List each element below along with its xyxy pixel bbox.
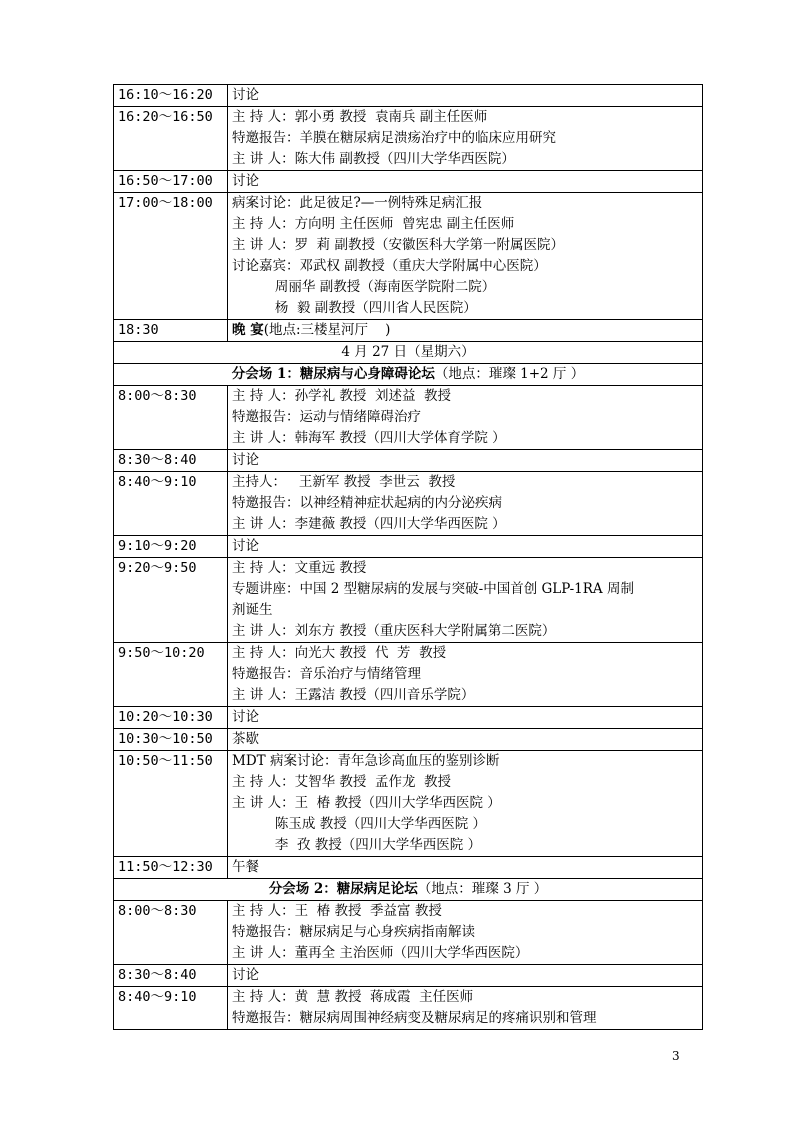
time-cell: 9:50～10:20	[114, 643, 228, 707]
content-line: 主 讲 人：王 椿 教授（四川大学华西医院 ）	[232, 795, 501, 811]
banquet-location: (地点:三楼星河厅 )	[263, 322, 391, 338]
schedule-row	[114, 901, 703, 965]
schedule-row	[114, 857, 703, 879]
schedule-row	[114, 320, 703, 342]
content-cell	[228, 193, 703, 320]
banquet-label: 晚 宴	[232, 322, 264, 338]
content-line: 主 持 人：方向明 主任医师 曾宪忠 副主任医师	[232, 216, 515, 232]
content-line: 主 讲 人：刘东方 教授（重庆医科大学附属第二医院）	[232, 623, 556, 639]
time-cell: 10:50～11:50	[114, 751, 228, 857]
content-line: 主 讲 人：罗 莉 副教授（安徽医科大学第一附属医院）	[232, 237, 564, 253]
content-line: 主 讲 人：韩海军 教授（四川大学体育学院 ）	[232, 430, 506, 446]
session-header-row	[114, 879, 703, 901]
schedule-row	[114, 643, 703, 707]
content-line: 特邀报告：羊膜在糖尿病足溃疡治疗中的临床应用研究	[232, 130, 556, 146]
content-cell	[228, 107, 703, 171]
content-line: 主 讲 人：李建薇 教授（四川大学华西医院 ）	[232, 516, 506, 532]
schedule-row	[114, 171, 703, 193]
time-cell: 16:10～16:20	[114, 85, 228, 107]
date-header-row	[114, 342, 703, 364]
content-line: 专题讲座：中国 2 型糖尿病的发展与突破-中国首创 GLP-1RA 周制	[232, 581, 634, 597]
content-line: 讨论	[232, 709, 259, 725]
time-cell: 16:50～17:00	[114, 171, 228, 193]
content-line: 主 持 人：艾智华 教授 孟作龙 教授	[232, 774, 452, 790]
content-line: 周丽华 副教授（海南医学院附二院）	[232, 279, 496, 295]
content-line: 杨 毅 副教授（四川省人民医院）	[232, 300, 477, 316]
content-cell	[228, 987, 703, 1030]
schedule-row	[114, 558, 703, 643]
content-line: 讨论	[232, 538, 259, 554]
time-cell: 9:10～9:20	[114, 536, 228, 558]
content-cell	[228, 450, 703, 472]
content-line: 病案讨论：此足彼足?—一例特殊足病汇报	[232, 195, 483, 211]
content-line: 午餐	[232, 859, 259, 875]
time-cell: 9:20～9:50	[114, 558, 228, 643]
time-cell: 16:20～16:50	[114, 107, 228, 171]
schedule-row	[114, 450, 703, 472]
content-line: 特邀报告：运动与情绪障碍治疗	[232, 409, 421, 425]
content-cell	[228, 171, 703, 193]
content-cell	[228, 320, 703, 342]
content-cell	[228, 558, 703, 643]
content-cell	[228, 643, 703, 707]
content-cell	[228, 729, 703, 751]
time-cell: 8:00～8:30	[114, 386, 228, 450]
content-line: 主 持 人：向光大 教授 代 芳 教授	[232, 645, 447, 661]
schedule-row	[114, 751, 703, 857]
content-line: 讨论	[232, 173, 259, 189]
date-header: 4 月 27 日（星期六）	[114, 342, 703, 364]
content-line: 讨论	[232, 967, 259, 983]
content-cell	[228, 386, 703, 450]
content-line: 主 持 人：郭小勇 教授 袁南兵 副主任医师	[232, 109, 488, 125]
content-cell	[228, 751, 703, 857]
content-line: 主持人： 王新军 教授 李世云 教授	[232, 474, 456, 490]
content-line: 主 讲 人：董再全 主治医师（四川大学华西医院）	[232, 945, 529, 961]
schedule-row	[114, 472, 703, 536]
time-cell: 8:30～8:40	[114, 965, 228, 987]
content-line: 讨论嘉宾：邓武权 副教授（重庆大学附属中心医院）	[232, 258, 547, 274]
time-cell: 8:00～8:30	[114, 901, 228, 965]
content-line: 剂诞生	[232, 602, 273, 618]
time-cell: 8:40～9:10	[114, 987, 228, 1030]
session-location: （地点：璀璨 1+2 厅 ）	[434, 366, 585, 382]
schedule-row	[114, 107, 703, 171]
schedule-row	[114, 386, 703, 450]
content-cell	[228, 901, 703, 965]
content-line: 主 持 人：孙学礼 教授 刘述益 教授	[232, 388, 452, 404]
page-number: 3	[672, 1049, 680, 1063]
content-line: 主 讲 人：王露洁 教授（四川音乐学院）	[232, 687, 475, 703]
time-cell: 10:20～10:30	[114, 707, 228, 729]
schedule-row	[114, 193, 703, 320]
session-header	[114, 364, 703, 386]
content-line: 讨论	[232, 87, 259, 103]
session-header	[114, 879, 703, 901]
schedule-row	[114, 85, 703, 107]
content-cell	[228, 536, 703, 558]
session-title: 分会场 2：糖尿病足论坛	[268, 881, 418, 897]
content-cell	[228, 85, 703, 107]
content-cell	[228, 472, 703, 536]
schedule-row	[114, 729, 703, 751]
content-cell	[228, 965, 703, 987]
session-location: （地点：璀璨 3 厅 ）	[417, 881, 548, 897]
content-line: 李 孜 教授（四川大学华西医院 ）	[232, 837, 482, 853]
content-line: 特邀报告：音乐治疗与情绪管理	[232, 666, 421, 682]
schedule-row	[114, 987, 703, 1030]
content-line: 主 持 人：王 椿 教授 季益富 教授	[232, 903, 442, 919]
schedule-table	[113, 84, 703, 1030]
session-header-row	[114, 364, 703, 386]
content-line: 讨论	[232, 452, 259, 468]
content-line: MDT 病案讨论：青年急诊高血压的鉴别诊断	[232, 753, 500, 769]
time-cell: 17:00～18:00	[114, 193, 228, 320]
content-line: 特邀报告：糖尿病足与心身疾病指南解读	[232, 924, 475, 940]
content-line: 特邀报告：以神经精神症状起病的内分泌疾病	[232, 495, 502, 511]
content-line: 茶歇	[232, 731, 259, 747]
time-cell: 18:30	[114, 320, 228, 342]
time-cell: 8:40～9:10	[114, 472, 228, 536]
schedule-row	[114, 707, 703, 729]
content-line: 主 持 人：黄 慧 教授 蒋成霞 主任医师	[232, 989, 474, 1005]
content-line: 陈玉成 教授（四川大学华西医院 ）	[232, 816, 486, 832]
content-line: 特邀报告：糖尿病周围神经病变及糖尿病足的疼痛识别和管理	[232, 1010, 597, 1026]
content-line: 主 讲 人：陈大伟 副教授（四川大学华西医院）	[232, 151, 515, 167]
content-cell	[228, 707, 703, 729]
time-cell: 10:30～10:50	[114, 729, 228, 751]
time-cell: 11:50～12:30	[114, 857, 228, 879]
session-title: 分会场 1：糖尿病与心身障碍论坛	[231, 366, 435, 382]
content-cell	[228, 857, 703, 879]
content-line: 主 持 人：文重远 教授	[232, 560, 367, 576]
time-cell: 8:30～8:40	[114, 450, 228, 472]
schedule-row	[114, 965, 703, 987]
schedule-row	[114, 536, 703, 558]
